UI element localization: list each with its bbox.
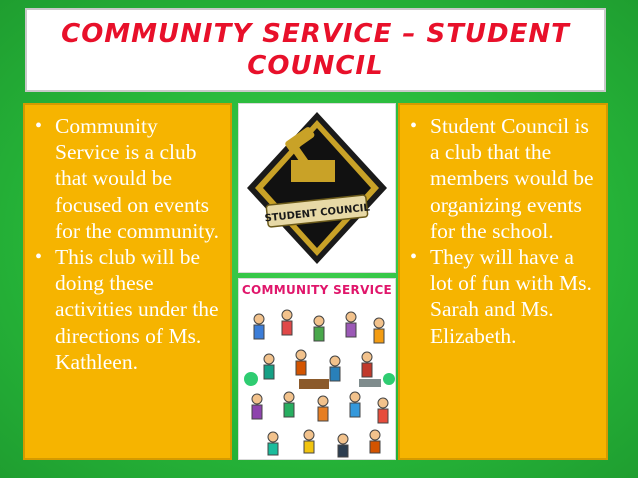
student-council-badge-image [238,103,396,273]
community-service-clipart-title: COMMUNITY SERVICE [241,283,393,297]
title-box [25,8,606,92]
slide-title-line-1: COMMUNITY SERVICE – STUDENT [61,19,570,49]
bullet-dot-icon: • [35,246,43,269]
bullet-dot-icon: • [410,246,418,269]
community-service-clipart-image [238,278,396,460]
badge-label: STUDENT COUNCIL [264,202,371,225]
bullet-text: Community Service is a club that would be focused on events for the community. [55,114,220,243]
bullet-item [408,244,598,349]
left-text-panel [23,103,232,460]
bullet-item [33,113,222,244]
bullet-item [33,244,222,375]
bullet-dot-icon: • [35,115,43,137]
left-bullet-list [33,113,222,375]
bullet-text: This club will be doing these activities under the directions of Ms. Kathleen. [55,245,219,374]
badge-icon [239,104,395,272]
bullet-text: They will have a lot of fun with Ms. Sarah and Ms. Elizabeth. [430,245,592,348]
bullet-text: Student Council is a club that the members would be organizing events for the school. [430,114,594,243]
bullet-item [408,113,598,244]
right-bullet-list [408,113,598,349]
volunteers-clipart-icon [239,279,395,459]
slide-title-line-2: COUNCIL [247,51,384,81]
bullet-dot-icon: • [410,115,418,137]
right-text-panel [398,103,608,460]
